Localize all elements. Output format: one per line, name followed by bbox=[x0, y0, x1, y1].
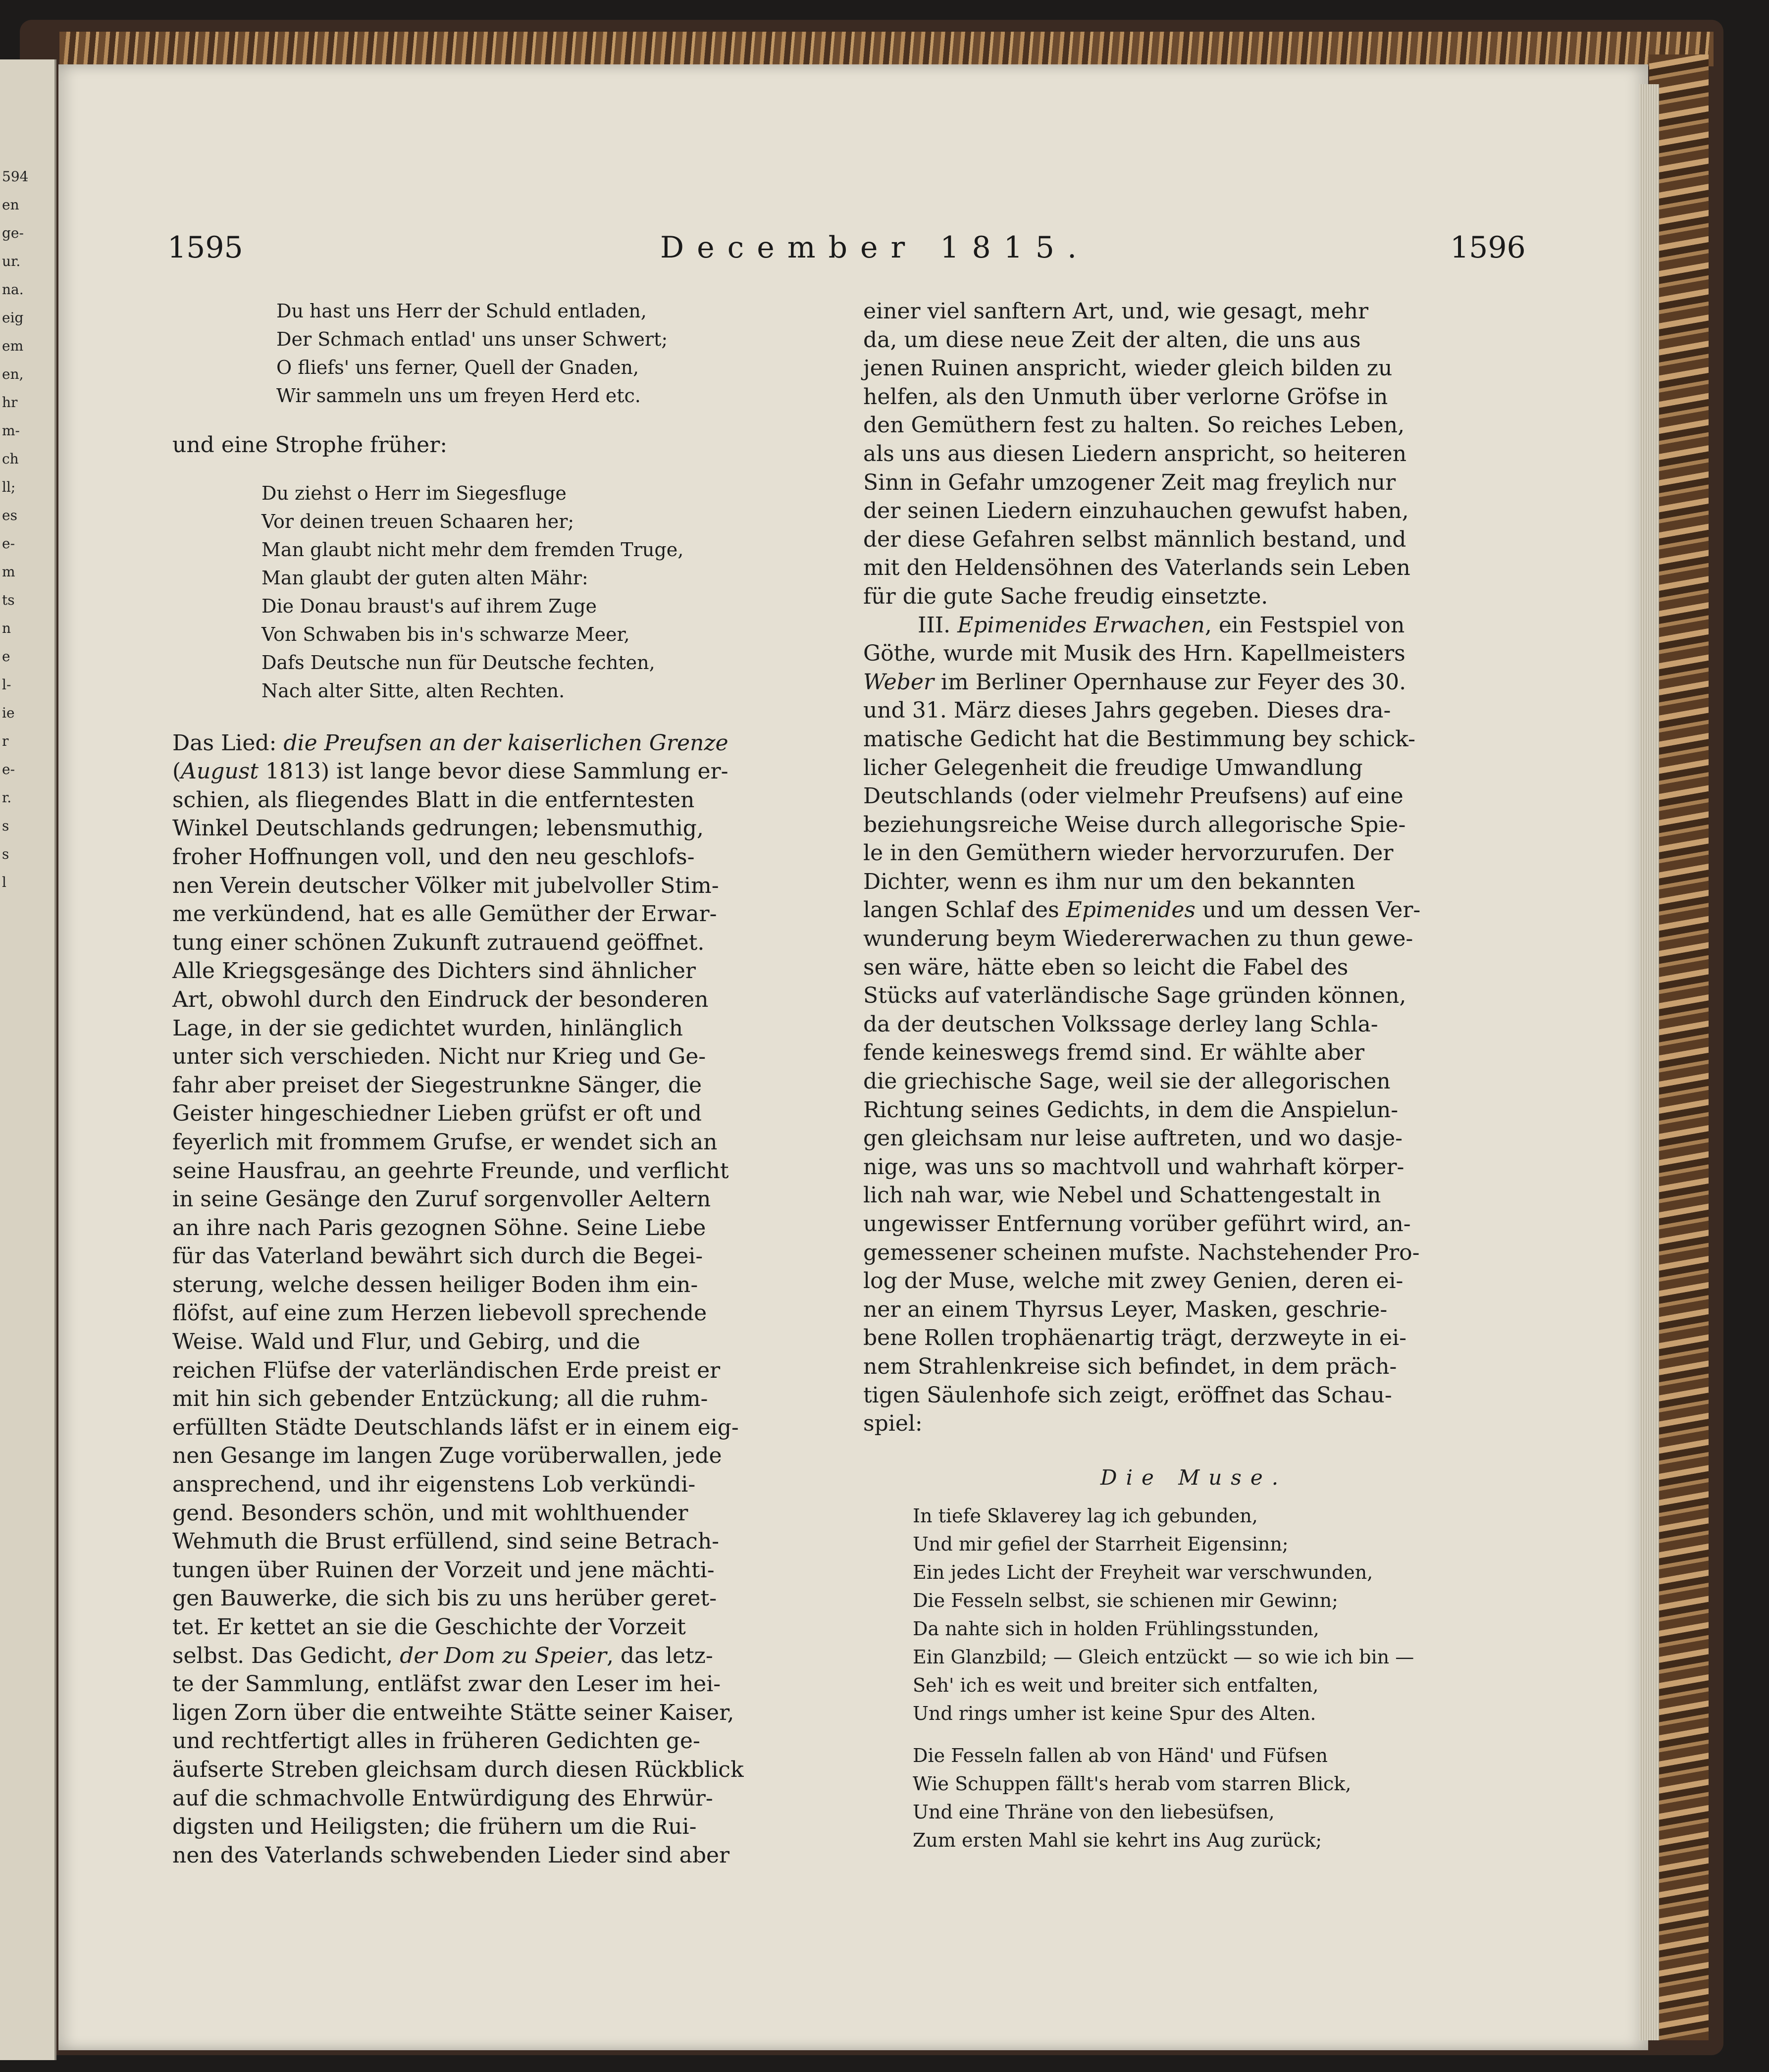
prologue-poem-stanza-2 bbox=[863, 1742, 1524, 1855]
verse-line: Und mir gefiel der Starrheit Eigensinn; bbox=[913, 1533, 1289, 1555]
prologue-poem bbox=[863, 1502, 1524, 1728]
text-line: Göthe, wurde mit Musik des Hrn. Kapellmeisters bbox=[863, 641, 1405, 667]
text-line bbox=[863, 611, 1524, 640]
text-line: jenen Ruinen anspricht, wieder gleich bilden zu bbox=[863, 356, 1393, 381]
previous-page-fragment: ll; bbox=[2, 479, 16, 495]
verse-line: Die Donau braust's auf ihrem Zuge bbox=[261, 595, 597, 617]
text-line: matische Gedicht hat die Bestimmung bey schick- bbox=[863, 726, 1415, 752]
page-block-edges bbox=[1639, 84, 1659, 2040]
text-span: 1813) ist lange bevor diese Sammlung er- bbox=[259, 759, 728, 784]
text-line: Sinn in Gefahr umzogener Zeit mag freylich nur bbox=[863, 469, 1396, 495]
previous-page-fragment: em bbox=[2, 338, 24, 354]
text-line: le in den Gemüthern wieder hervorzurufen. Der bbox=[863, 840, 1394, 866]
previous-page-fragment: na. bbox=[2, 281, 24, 298]
text-line: tigen Säulenhofe sich zeigt, eröffnet das Schau- bbox=[863, 1382, 1392, 1408]
left-end-lines bbox=[172, 1670, 836, 1869]
text-line: an ihre nach Paris gezognen Söhne. Seine Liebe bbox=[172, 1215, 706, 1241]
text-line: lich nah war, wie Nebel und Schattengestalt in bbox=[863, 1183, 1381, 1208]
previous-page-edge bbox=[0, 59, 56, 2060]
left-column bbox=[172, 297, 836, 1869]
text-line: die griechische Sage, weil sie der allegorischen bbox=[863, 1069, 1391, 1094]
text-line: für das Vaterland bewährt sich durch die Begei- bbox=[172, 1243, 703, 1269]
text-line: fahr aber preiset der Siegestrunkne Sänger, die bbox=[172, 1072, 702, 1098]
right-lines-b bbox=[863, 696, 1524, 896]
text-line: Wehmuth die Brust erfüllend, sind seine Betrach- bbox=[172, 1529, 720, 1554]
verse-line: Ein Glanzbild; — Gleich entzückt — so wie ich bin — bbox=[913, 1646, 1414, 1668]
text-line: Lage, in der sie gedichtet wurden, hinlänglich bbox=[172, 1015, 683, 1041]
text-line: bene Rollen trophäenartig trägt, derzweyte in ei- bbox=[863, 1325, 1407, 1351]
text-line: ansprechend, und ihr eigenstens Lob verkündi- bbox=[172, 1472, 696, 1498]
italic-name: Epimenides bbox=[1066, 897, 1196, 923]
text-line: feyerlich mit frommem Grufse, er wendet sich an bbox=[172, 1129, 718, 1155]
text-line: auf die schmachvolle Entwürdigung des Ehrwür- bbox=[172, 1785, 713, 1811]
verse-line: Der Schmach entlad' uns unser Schwert; bbox=[276, 328, 668, 350]
left-lines bbox=[172, 786, 836, 1642]
text-line: tungen über Ruinen der Vorzeit und jene mächti- bbox=[172, 1557, 715, 1583]
verse-line: Wir sammeln uns um freyen Herd etc. bbox=[276, 385, 641, 407]
text-line: nen Gesange im langen Zuge vorüberwallen, jede bbox=[172, 1443, 722, 1469]
text-span: langen Schlaf des bbox=[863, 897, 1066, 923]
text-line: gemessener scheinen mufste. Nachstehender Pro- bbox=[863, 1240, 1420, 1265]
text-line: und 31. März dieses Jahrs gegeben. Dieses dra- bbox=[863, 698, 1391, 724]
right-column bbox=[863, 297, 1524, 1855]
previous-page-fragment: l- bbox=[2, 676, 11, 693]
text-line: gen Bauwerke, die sich bis zu uns herüber geret- bbox=[172, 1586, 717, 1611]
text-line: und rechtfertigt alles in früheren Gedichten ge- bbox=[172, 1728, 700, 1754]
text-line: da der deutschen Volkssage derley lang Schla- bbox=[863, 1011, 1378, 1037]
poem-title: der Dom zu Speier bbox=[400, 1643, 607, 1668]
text-line: einer viel sanftern Art, und, wie gesagt, mehr bbox=[863, 299, 1369, 324]
text-line: Dichter, wenn es ihm nur um den bekannten bbox=[863, 869, 1355, 894]
text-line: nen Verein deutscher Völker mit jubelvoller Stim- bbox=[172, 873, 719, 898]
text-line: als uns aus diesen Liedern anspricht, so heiteren bbox=[863, 441, 1407, 466]
marbled-edge-top bbox=[59, 32, 1714, 66]
verse-line: Man glaubt nicht mehr dem fremden Truge, bbox=[261, 538, 684, 561]
book-page bbox=[58, 64, 1648, 2050]
section-title: Epimenides Erwachen bbox=[957, 612, 1205, 638]
text-line: sen wäre, hätte eben so leicht die Fabel des bbox=[863, 954, 1349, 980]
previous-page-fragment: l bbox=[2, 874, 6, 890]
poem-excerpt-2 bbox=[172, 479, 836, 705]
verse-line: O fliefs' uns ferner, Quell der Gnaden, bbox=[276, 357, 639, 378]
verse-line: Du hast uns Herr der Schuld entladen, bbox=[276, 300, 647, 322]
poem-heading: Die Muse. bbox=[1100, 1465, 1288, 1490]
previous-page-fragment: e- bbox=[2, 535, 15, 552]
text-line: beziehungsreiche Weise durch allegorische Spie- bbox=[863, 812, 1406, 837]
previous-page-fragment: ts bbox=[2, 592, 15, 608]
text-line: reichen Flüfse der vaterländischen Erde preist er bbox=[172, 1357, 721, 1383]
text-line: wunderung beym Wiedererwachen zu thun gewe- bbox=[863, 926, 1413, 952]
text-line: te der Sammlung, entläfst zwar den Leser im hei- bbox=[172, 1671, 721, 1697]
text-line: tet. Er kettet an sie die Geschichte der Vorzeit bbox=[172, 1614, 686, 1640]
verse-line: Zum ersten Mahl sie kehrt ins Aug zurück; bbox=[913, 1829, 1322, 1851]
previous-page-fragment: hr bbox=[2, 394, 18, 411]
text-line: schien, als fliegendes Blatt in die entferntesten bbox=[172, 787, 695, 813]
left-paragraph bbox=[172, 729, 836, 1870]
text-line: Alle Kriegsgesänge des Dichters sind ähnlicher bbox=[172, 958, 696, 984]
previous-page-fragment: ge- bbox=[2, 225, 24, 241]
text-line: erfüllten Städte Deutschlands läfst er in einem eig- bbox=[172, 1414, 739, 1440]
text-line: in seine Gesänge den Zuruf sorgenvoller Aeltern bbox=[172, 1187, 711, 1212]
text-line: gen gleichsam nur leise auftreten, und wo dasje- bbox=[863, 1126, 1403, 1151]
song-title: die Preufsen an der kaiserlichen Grenze bbox=[283, 730, 728, 756]
previous-page-fragment: 594 bbox=[2, 168, 29, 185]
verse-line: Vor deinen treuen Schaaren her; bbox=[261, 510, 574, 532]
previous-page-fragment: ur. bbox=[2, 253, 21, 269]
text-line: froher Hoffnungen voll, und den neu geschlofs- bbox=[172, 844, 695, 870]
text-line: ner an einem Thyrsus Leyer, Masken, geschrie- bbox=[863, 1296, 1388, 1322]
text-line bbox=[172, 729, 836, 758]
verse-line: Nach alter Sitte, alten Rechten. bbox=[261, 679, 565, 702]
text-span: und um dessen Ver- bbox=[1195, 897, 1421, 923]
verse-line: Da nahte sich in holden Frühlingsstunden, bbox=[913, 1617, 1319, 1640]
previous-page-fragment: s bbox=[2, 818, 9, 834]
text-line: gend. Besonders schön, und mit wohlthuender bbox=[172, 1500, 688, 1526]
poem-excerpt-1 bbox=[172, 297, 836, 410]
text-line bbox=[863, 896, 1524, 925]
section-number: III. bbox=[918, 612, 958, 638]
previous-page-fragment: s bbox=[2, 846, 9, 862]
text-span: Das Lied: bbox=[172, 730, 284, 756]
text-line: Weise. Wald und Flur, und Gebirg, und die bbox=[172, 1329, 640, 1355]
text-line: nige, was uns so machtvoll und wahrhaft körper- bbox=[863, 1154, 1405, 1180]
text-line: Stücks auf vaterländische Sage gründen können, bbox=[863, 983, 1406, 1009]
text-line: spiel: bbox=[863, 1411, 923, 1437]
previous-page-fragment: e- bbox=[2, 761, 15, 777]
verse-line: Die Fesseln selbst, sie schienen mir Gewinn; bbox=[913, 1589, 1338, 1611]
text-line: tung einer schönen Zukunft zutrauend geöffnet. bbox=[172, 930, 705, 955]
right-lines-c bbox=[863, 925, 1524, 1438]
text-line: sterung, welche dessen heiliger Boden ihm ein- bbox=[172, 1272, 698, 1297]
text-line: nem Strahlenkreise sich befindet, in dem präch- bbox=[863, 1353, 1397, 1379]
verse-line: Ein jedes Licht der Freyheit war verschwunden, bbox=[913, 1561, 1373, 1583]
verse-line: Du ziehst o Herr im Siegesfluge bbox=[261, 482, 567, 504]
text-span: , ein Festspiel von bbox=[1204, 612, 1405, 638]
text-line: da, um diese neue Zeit der alten, die uns aus bbox=[863, 327, 1361, 353]
text-line: digsten und Heiligsten; die frühern um die Rui- bbox=[172, 1814, 697, 1840]
verse-line: Wie Schuppen fällt's herab vom starren Blick, bbox=[913, 1772, 1352, 1795]
verse-line: Dafs Deutsche nun für Deutsche fechten, bbox=[261, 651, 655, 673]
verse-line: In tiefe Sklaverey lag ich gebunden, bbox=[913, 1504, 1258, 1527]
text-line bbox=[172, 1642, 836, 1670]
verse-line: Und rings umher ist keine Spur des Alten. bbox=[913, 1702, 1316, 1724]
previous-page-fragment: m bbox=[2, 564, 15, 580]
text-line: licher Gelegenheit die freudige Umwandlung bbox=[863, 755, 1363, 780]
page-number-right: 1596 bbox=[1450, 230, 1526, 265]
text-line: me verkündend, hat es alle Gemüther der Erwar- bbox=[172, 901, 717, 927]
text-line: mit den Heldensöhnen des Vaterlands sein Leben bbox=[863, 555, 1410, 581]
text-line: ungewisser Entfernung vorüber geführt wird, an- bbox=[863, 1211, 1411, 1237]
right-paragraph bbox=[863, 297, 1524, 1438]
text-line: unter sich verschieden. Nicht nur Krieg und Ge- bbox=[172, 1044, 706, 1070]
text-line: log der Muse, welche mit zwey Genien, deren ei- bbox=[863, 1268, 1404, 1294]
text-line: äufserte Streben gleichsam durch diesen Rückblick bbox=[172, 1757, 744, 1782]
text-line: Art, obwohl durch den Eindruck der besonderen bbox=[172, 986, 709, 1012]
page-number-left: 1595 bbox=[167, 230, 243, 265]
text-span: ( bbox=[172, 759, 181, 784]
previous-page-fragment: r. bbox=[2, 789, 12, 806]
previous-page-fragment: m- bbox=[2, 422, 20, 439]
previous-page-fragment: ie bbox=[2, 705, 15, 721]
text-line: der seinen Liedern einzuhauchen gewufst haben, bbox=[863, 498, 1409, 524]
text-line: der diese Gefahren selbst männlich bestand, und bbox=[863, 526, 1406, 552]
italic-month: August bbox=[181, 759, 259, 784]
text-line: fende keineswegs fremd sind. Er wählte aber bbox=[863, 1040, 1364, 1066]
text-line: flöfst, auf eine zum Herzen liebevoll sprechende bbox=[172, 1300, 707, 1326]
verse-line: Die Fesseln fallen ab von Händ' und Füfsen bbox=[913, 1744, 1328, 1766]
previous-page-fragment: n bbox=[2, 620, 11, 636]
composer-name: Weber bbox=[863, 669, 934, 695]
text-line: ligen Zorn über die entweihte Stätte seiner Kaiser, bbox=[172, 1700, 734, 1725]
text-line bbox=[172, 757, 836, 786]
right-lines-a bbox=[863, 297, 1524, 611]
previous-page-fragment: ch bbox=[2, 451, 19, 467]
text-line: Deutschlands (oder vielmehr Preufsens) auf eine bbox=[863, 783, 1404, 809]
text-line: für die gute Sache freudig einsetzte. bbox=[863, 583, 1268, 609]
text-line: Winkel Deutschlands gedrungen; lebensmuthig, bbox=[172, 816, 704, 841]
text-span: im Berliner Opernhause zur Feyer des 30. bbox=[934, 669, 1406, 695]
text-line: mit hin sich gebender Entzückung; all die ruhm- bbox=[172, 1386, 708, 1412]
previous-page-fragment: en bbox=[2, 197, 19, 213]
text-line: helfen, als den Unmuth über verlorne Gröfse in bbox=[863, 384, 1388, 410]
text-line: Geister hingeschiedner Lieben grüfst er oft und bbox=[172, 1101, 702, 1127]
verse-line: Von Schwaben bis in's schwarze Meer, bbox=[261, 623, 630, 645]
page-title: December 1815. bbox=[660, 230, 1090, 265]
intro-line: und eine Strophe früher: bbox=[172, 432, 448, 458]
text-span: , das letz- bbox=[606, 1643, 713, 1668]
text-line bbox=[863, 668, 1524, 697]
verse-line: Und eine Thräne von den liebesüfsen, bbox=[913, 1801, 1275, 1823]
verse-line: Man glaubt der guten alten Mähr: bbox=[261, 567, 588, 589]
previous-page-fragment: r bbox=[2, 733, 9, 749]
text-line: nen des Vaterlands schwebenden Lieder sind aber bbox=[172, 1842, 730, 1868]
previous-page-fragment: en, bbox=[2, 366, 24, 382]
text-span: selbst. Das Gedicht, bbox=[172, 1643, 400, 1668]
previous-page-fragment: eig bbox=[2, 310, 24, 326]
text-line: seine Hausfrau, an geehrte Freunde, und verflicht bbox=[172, 1158, 729, 1184]
text-line: Richtung seines Gedichts, in dem die Anspielun- bbox=[863, 1097, 1399, 1123]
previous-page-fragment: es bbox=[2, 507, 17, 523]
previous-page-fragment: e bbox=[2, 648, 10, 665]
verse-line: Seh' ich es weit und breiter sich entfalten, bbox=[913, 1674, 1319, 1696]
text-line: den Gemüthern fest zu halten. So reiches Leben, bbox=[863, 413, 1405, 438]
